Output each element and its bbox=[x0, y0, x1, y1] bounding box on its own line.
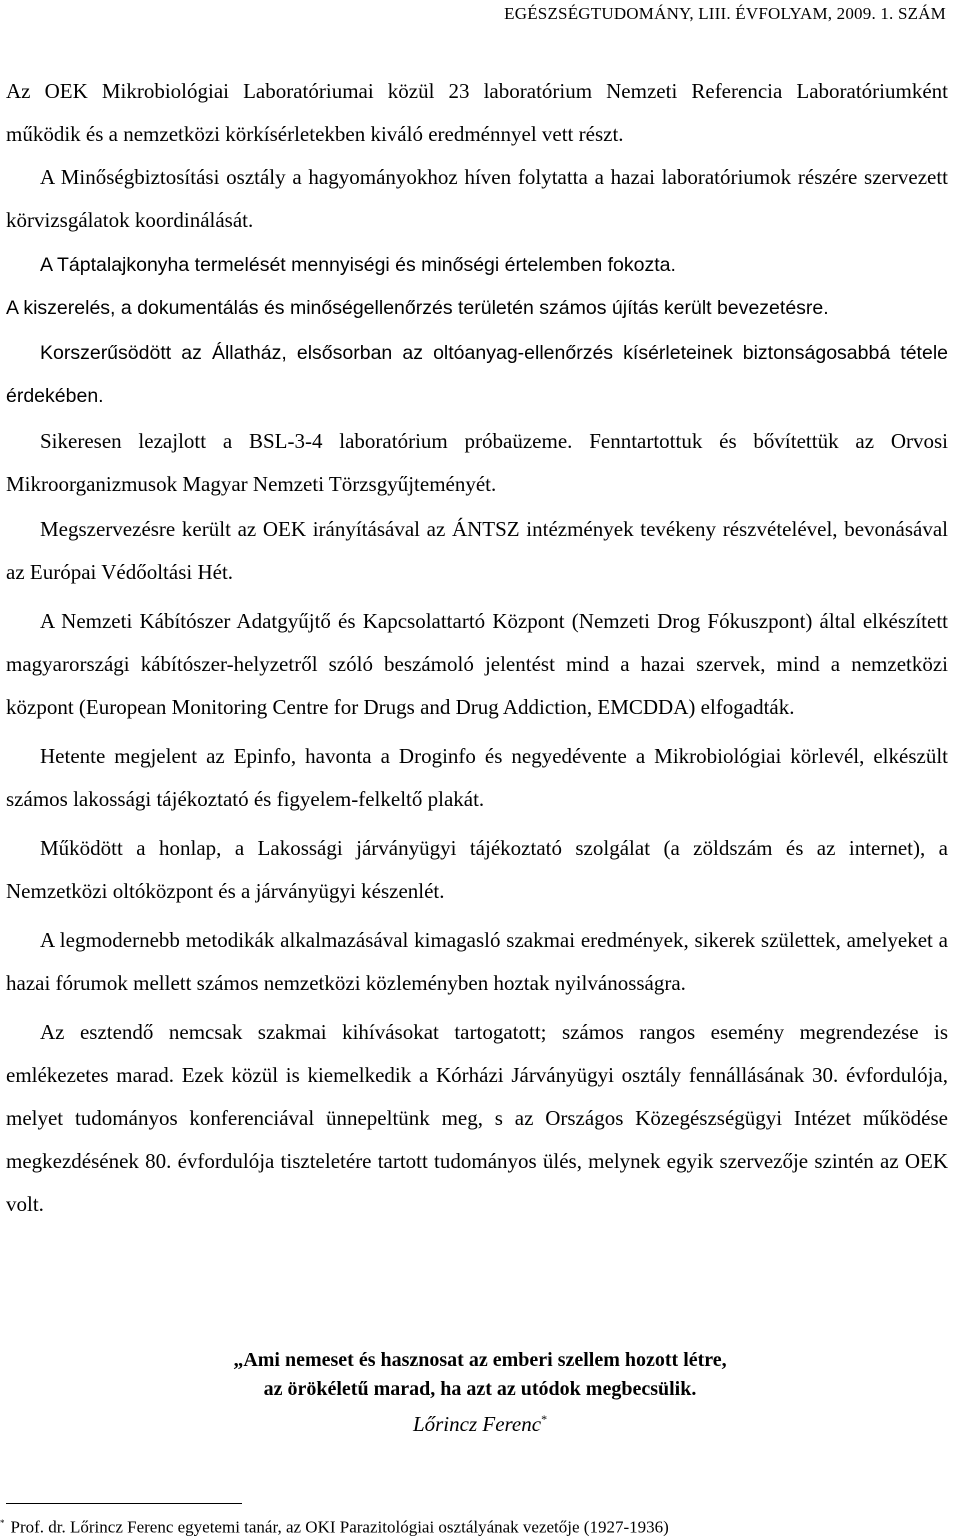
paragraph-drug-focal-point: A Nemzeti Kábítószer Adatgyűjtő és Kapcsolattartó Központ (Nemzeti Drog Fókuszpont) által elkészített magyarországi kábítószer-helyzetről szóló beszámoló jelentést mind a hazai szervek, mind a nemzetközi központ (European Monitoring Centre for Drugs and Drug Addiction, EMCDDA) elfogadták. bbox=[6, 609, 948, 719]
quote-line-2: az örökéletű marad, ha azt az utódok megbecsülik. bbox=[263, 1378, 697, 1400]
running-header: EGÉSZSÉGTUDOMÁNY, LIII. ÉVFOLYAM, 2009. 1. SZÁM bbox=[504, 4, 946, 23]
paragraph-bsl-lab: Sikeresen lezajlott a BSL-3-4 laboratórium próbaüzeme. Fenntartottuk és bővítettük az Orvosi Mikroorganizmusok Magyar Nemzeti Törzsgyűjteményét. bbox=[6, 429, 948, 496]
paragraph-reference-labs: Az OEK Mikrobiológiai Laboratóriumai közül 23 laboratórium Nemzeti Referencia Laboratóriumként működik és a nemzetközi körkísérletekben kiváló eredménnyel vett részt. bbox=[6, 79, 948, 146]
paragraph-anniversaries: Az esztendő nemcsak szakmai kihívásokat tartogatott; számos rangos esemény megrendezése is emlékezetes marad. Ezek közül is kiemelkedik a Kórházi Járványügyi osztály fennállásának 30. évfordulója, melyet tudományos konferenciával ünnepeltünk meg, s az Országos Közegészségügyi Intézet működése megkezdésének 80. évfordulója tiszteletére tartott tudományos ülés, melynek egyik szervezője szintén az OEK volt. bbox=[6, 1020, 948, 1216]
paragraph-methods: A legmodernebb metodikák alkalmazásával kimagasló szakmai eredmények, sikerek születtek, amelyeket a hazai fórumok mellett számos nemzetközi közleményben hoztak nyilvánosságra. bbox=[6, 928, 948, 995]
footnote-text: Prof. dr. Lőrincz Ferenc egyetemi tanár, az OKI Parazitológiai osztályának vezetője (1927-1936) bbox=[10, 1517, 669, 1537]
paragraph-quality-assurance: A Minőségbiztosítási osztály a hagyományokhoz híven folytatta a hazai laboratóriumok részére szervezett körvizsgálatok koordinálását. bbox=[6, 165, 948, 232]
paragraph-animal-house: Korszerűsödött az Állatház, elsősorban az oltóanyag-ellenőrzés kísérleteinek biztonságosabbá tétele érdekében. bbox=[6, 342, 948, 407]
quote-line-1: „Ami nemeset és hasznosat az emberi szellem hozott létre, bbox=[233, 1349, 727, 1371]
paragraph-website: Működött a honlap, a Lakossági járványügyi tájékoztató szolgálat (a zöldszám és az internet), a Nemzetközi oltóközpont és a járványügyi készenlét. bbox=[6, 836, 948, 903]
paragraph-vaccination-week: Megszervezésre került az OEK irányításával az ÁNTSZ intézmények tevékeny részvételével, bevonásával az Európai Védőoltási Hét. bbox=[6, 517, 948, 584]
quote-author-name: Lőrincz Ferenc bbox=[412, 1412, 542, 1436]
footnote-divider bbox=[6, 1503, 242, 1504]
footnote bbox=[0, 1513, 669, 1538]
quote-author bbox=[0, 1404, 960, 1439]
paragraph-media-kitchen: A Táptalajkonyha termelését mennyiségi és minőségi értelemben fokozta. bbox=[40, 254, 676, 276]
body-text bbox=[6, 70, 948, 1226]
footnote-reference-mark: * bbox=[541, 1412, 548, 1426]
closing-quote bbox=[0, 1346, 960, 1439]
paragraph-publications: Hetente megjelent az Epinfo, havonta a Droginfo és negyedévente a Mikrobiológiai körlevél, elkészült számos lakossági tájékoztató és figyelem-felkeltő plakát. bbox=[6, 744, 948, 811]
footnote-mark: * bbox=[0, 1518, 5, 1528]
paragraph-packaging: A kiszerelés, a dokumentálás és minőségellenőrzés területén számos újítás került bevezetésre. bbox=[6, 297, 829, 319]
